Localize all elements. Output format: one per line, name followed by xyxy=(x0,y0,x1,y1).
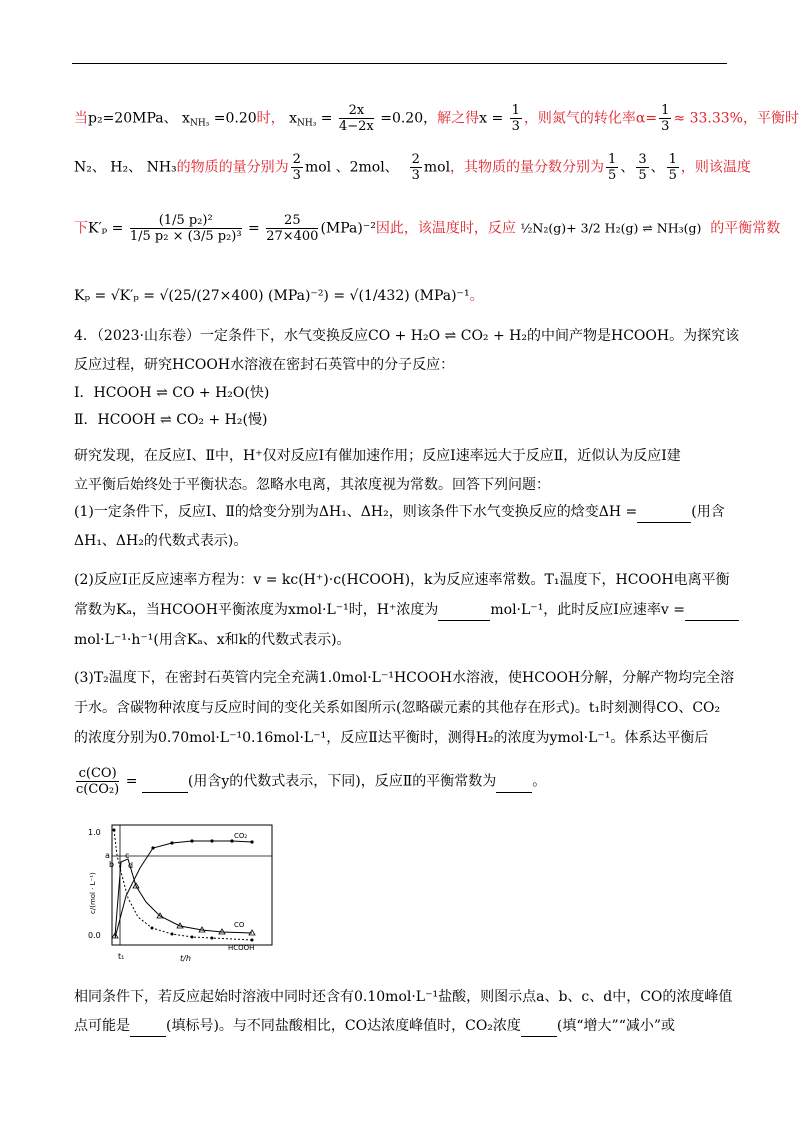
answer-blank-rate[interactable] xyxy=(685,600,739,621)
point-c-label: c xyxy=(125,851,130,860)
fraction: $\frac{1}{3}$ xyxy=(661,103,670,134)
text: (用含 xyxy=(691,504,725,520)
text: 的物质的量分别为 xyxy=(176,159,289,176)
math-expr: N₂、 H₂、 NH₃ xyxy=(74,159,177,176)
text: 。 xyxy=(469,288,484,304)
subquestion-1-line-2: ΔH₁、ΔH₂的代数式表示)。 xyxy=(74,533,248,549)
text: ≈ 33.33% xyxy=(673,110,743,127)
answer-blank-K[interactable] xyxy=(496,772,532,793)
text: ，则该温度 xyxy=(680,159,751,176)
question-para-2: 立平衡后始终处于平衡状态。忽略水电离，其浓度视为常数。回答下列问题： xyxy=(74,477,550,493)
text: ，则氮气的转化率α= xyxy=(523,110,658,127)
fraction: $\frac{1}{5}$ xyxy=(608,152,617,183)
co2-curve xyxy=(115,841,252,938)
fraction: $\frac{2}{3}$ xyxy=(411,152,420,183)
text: 。 xyxy=(532,773,547,790)
math-expr: mol xyxy=(423,159,451,176)
math-expr: mol 、 xyxy=(304,159,350,176)
subquestion-3-line-4 xyxy=(74,766,546,797)
point-b-label: b xyxy=(109,860,115,869)
math-expr: 2mol xyxy=(349,159,385,176)
text: 的平衡常数 xyxy=(710,220,781,237)
subquestion-2-line-1: (2)反应Ⅰ正反应速率方程为：v = kc(H⁺)·c(HCOOH)，k为反应速率常数。T₁温度下，HCOOH电离平衡 xyxy=(74,572,730,588)
fraction: $\frac{25}{27\times 400}$ xyxy=(266,213,319,244)
header-rule xyxy=(72,63,727,64)
answer-blank-h-conc[interactable] xyxy=(438,600,490,621)
question-intro-1: 4．（2023·山东卷）一定条件下，水气变换反应CO + H₂O ⇌ CO₂ + H₂的中间产物是HCOOH。为探究该 xyxy=(74,328,740,344)
co-label: CO xyxy=(234,921,245,929)
solution-line-2 xyxy=(74,152,751,183)
text: (填“增大”“减小”或 xyxy=(556,1018,676,1034)
y-axis-label: c/(mol · L⁻¹) xyxy=(89,872,97,914)
subquestion-3-line-2: 于水。含碳物种浓度与反应时间的变化关系如图所示(忽略碳元素的其他存在形式)。t₁时刻测得CO、CO₂ xyxy=(74,700,721,716)
point-a-label: a xyxy=(105,851,110,860)
reaction-1: Ⅰ．HCOOH ⇌ CO + H₂O(快) xyxy=(74,385,270,401)
text: 点可能是 xyxy=(74,1018,130,1034)
solution-line-4 xyxy=(74,286,484,306)
text: 、 xyxy=(384,159,399,176)
solution-line-1 xyxy=(74,103,799,134)
fraction: $\frac{\text{(1/5 p₂)²}}{\text{1/5 p₂ × (3/5 p₂)³}}$ xyxy=(129,213,242,244)
point-d-label: d xyxy=(128,861,134,870)
text: 当 xyxy=(74,110,88,127)
subquestion-3-line-3: 的浓度分别为0.70mol·L⁻¹0.16mol·L⁻¹，反应Ⅱ达平衡时，测得H₂的浓度为ymol·L⁻¹。体系达平衡后 xyxy=(74,730,709,746)
answer-blank-co2[interactable] xyxy=(521,1016,557,1037)
concentration-time-figure xyxy=(88,820,278,972)
hcooh-label: HCOOH xyxy=(228,944,255,952)
math-expr: x xyxy=(289,110,297,127)
answer-blank-peak[interactable] xyxy=(130,1016,166,1037)
co2-label: CO₂ xyxy=(234,832,248,840)
math-expr: x = xyxy=(479,110,508,127)
answer-blank-ratio[interactable] xyxy=(142,772,188,793)
math-expr: (MPa)⁻² xyxy=(320,220,376,237)
subquestion-4-line-2 xyxy=(74,1016,675,1037)
subscript: NH₃ xyxy=(297,118,317,129)
subquestion-2-line-2 xyxy=(74,600,739,621)
reaction-equation: ½N₂(g)+ 3/2 H₂(g) ⇌ NH₃(g) xyxy=(520,220,702,236)
subquestion-4-line-1: 相同条件下，若反应起始时溶液中同时还含有0.10mol·L⁻¹盐酸，则图示点a、b、c、d中，CO的浓度峰值 xyxy=(74,989,733,1005)
y-tick-bottom: 0.0 xyxy=(88,931,101,940)
subquestion-1-line-1 xyxy=(74,502,725,523)
math-expr: K′ₚ = xyxy=(88,220,128,237)
fraction: $\frac{c(CO)}{\text{c(CO₂)}}$ xyxy=(76,766,120,797)
text: ，平衡时 xyxy=(742,110,799,127)
x-axis-label: t/h xyxy=(180,954,191,963)
math-expr: p₂=20MPa、 x xyxy=(88,110,190,127)
co-curve xyxy=(115,859,252,936)
subquestion-3-line-1: (3)T₂温度下，在密封石英管内完全充满1.0mol·L⁻¹HCOOH水溶液，使HCOOH分解，分解产物均完全溶 xyxy=(74,670,735,686)
co-points xyxy=(112,883,255,938)
text: 、 xyxy=(620,159,635,176)
math-expr: Kₚ = √K′ₚ = √(25/(27×400) (MPa)⁻²) = √(1/432) (MPa)⁻¹ xyxy=(74,288,470,304)
fraction: $\frac{1}{5}$ xyxy=(668,152,677,183)
question-intro-2: 反应过程，研究HCOOH水溶液在密封石英管中的分子反应： xyxy=(74,357,455,373)
question-para-1: 研究发现，在反应Ⅰ、Ⅱ中，H⁺仅对反应Ⅰ有催加速作用；反应Ⅰ速率远大于反应Ⅱ，近似认为反应Ⅰ建 xyxy=(74,448,681,464)
x-tick-t1: t₁ xyxy=(118,952,125,961)
text: 时， xyxy=(256,110,285,127)
text: 解之得 xyxy=(437,110,480,127)
fraction: $\frac{3}{5}$ xyxy=(638,152,647,183)
y-tick-top: 1.0 xyxy=(88,828,101,837)
text: (填标号)。与不同盐酸相比，CO达浓度峰值时，CO₂浓度 xyxy=(166,1018,521,1034)
text: 、 xyxy=(650,159,665,176)
text: 常数为Kₐ，当HCOOH平衡浓度为xmol·L⁻¹时，H⁺浓度为 xyxy=(74,602,439,618)
fraction: $\frac{1}{3}$ xyxy=(511,103,520,134)
text: mol·L⁻¹，此时反应Ⅰ应速率v = xyxy=(490,602,685,618)
text: 因此，该温度时，反应 xyxy=(375,220,516,237)
reaction-2: Ⅱ．HCOOH ⇌ CO₂ + H₂(慢) xyxy=(74,412,268,428)
math-expr: = xyxy=(243,220,265,237)
text: ，其物质的量分数分别为 xyxy=(450,159,605,176)
hcooh-points xyxy=(113,829,254,942)
subquestion-2-line-3: mol·L⁻¹·h⁻¹(用含Kₐ、x和k的代数式表示)。 xyxy=(74,632,351,648)
text: (用含y的代数式表示，下同)，反应Ⅱ的平衡常数为 xyxy=(187,773,497,790)
text: (1)一定条件下，反应Ⅰ、Ⅱ的焓变分别为ΔH₁、ΔH₂，则该条件下水气变换反应的焓变ΔH = xyxy=(74,504,638,520)
subscript: NH₃ xyxy=(189,118,210,129)
fraction: $\frac{2}{3}$ xyxy=(292,152,301,183)
solution-line-3 xyxy=(74,213,780,244)
fraction: $\frac{2x}{4-2x}$ xyxy=(338,103,374,134)
math-expr: =0.20 xyxy=(209,110,257,127)
text: = xyxy=(121,773,142,790)
math-expr: = xyxy=(316,110,337,127)
math-expr: =0.20， xyxy=(375,110,438,127)
text: 下 xyxy=(74,220,88,237)
answer-blank-dH[interactable] xyxy=(637,502,691,523)
